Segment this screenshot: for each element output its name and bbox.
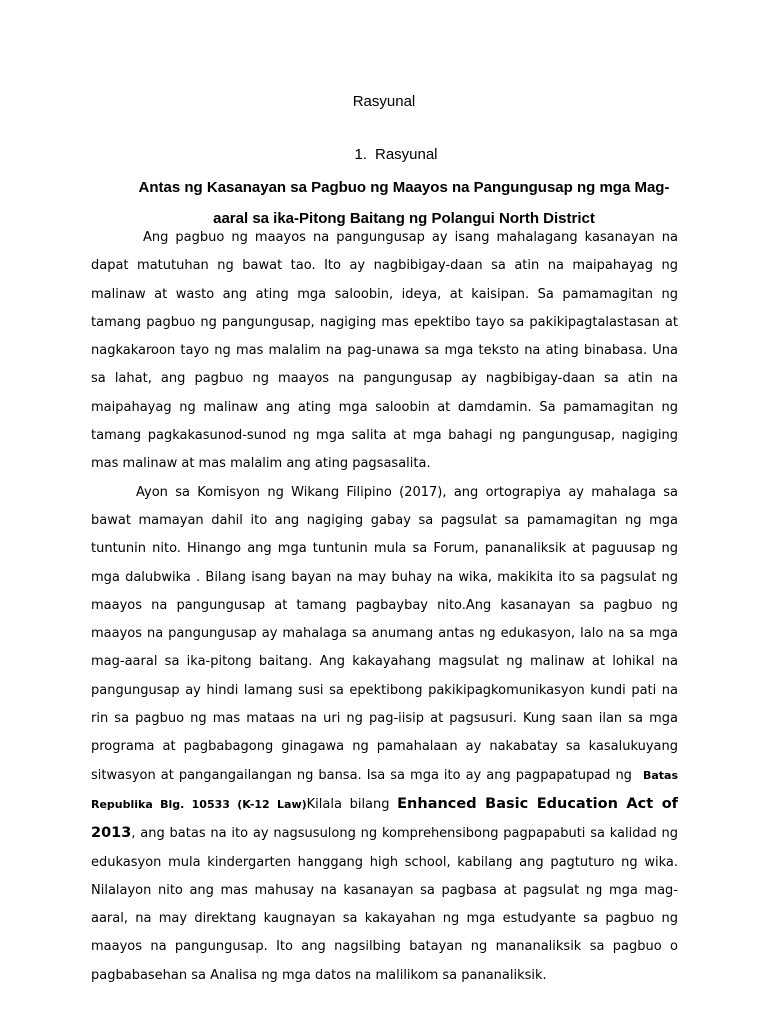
section-label: Rasyunal — [374, 146, 438, 163]
act-name: Enhanced Basic Education Act of 2013 — [91, 795, 678, 842]
paragraph-text-known-as: Kilala bilang — [306, 796, 398, 812]
law-name: Batas Republika Blg. 10533 (K-12 Law) — [91, 768, 678, 811]
paragraph-text-after: , ang batas na ito ay nagsusulong ng komprehensibong pagpapabuti sa kalidad ng edukasyon mula kindergarten hanggang high school, kabilang ang pagtuturo ng wika. Nilalayon nito ang mas mahusay na kasanayan sa pagbasa at pagsulat ng mga mag-aaral, na may direktang kaugnayan sa kakayahan ng mga estudyante sa pagbuo ng maayos na pangungusap. Ito ang nagsilbing batayan ng mananaliksik sa pagbuo o pagbabasehan sa Analisa ng mga datos na malilikom sa pananaliksik. — [91, 826, 678, 983]
paragraph-orthography — [91, 479, 678, 990]
section-number: 1. — [354, 146, 367, 163]
study-title: Antas ng Kasanayan sa Pagbuo ng Maayos na Pangungusap ng mga Mag-aaral sa ika-Pitong Baitang ng Polangui North District — [138, 179, 670, 227]
section-heading — [0, 146, 768, 163]
paragraph-intro: Ang pagbuo ng maayos na pangungusap ay isang mahalagang kasanayan na dapat matutuhan ng bawat tao. Ito ay nagbibigay-daan sa atin na maipahayag ng malinaw at wasto ang ating mga saloobin, ideya, at kaisipan. Sa pamamagitan ng tamang pagbuo ng pangungusap, nagiging mas epektibo tayo sa pakikipagtalastasan at nagkakaroon tayo ng mas malalim na pag-unawa sa mga teksto na ating binabasa. Una sa lahat, ang pagbuo ng maayos na pangungusap ay nagbibigay-daan sa atin na maipahayag ng malinaw ang ating mga saloobin at damdamin. Sa pamamagitan ng tamang pagkakasunod-sunod ng mga salita at mga bahagi ng pangungusap, nagiging mas malinaw at mas malalim ang ating pagsasalita. — [91, 230, 678, 472]
document-title: Rasyunal — [352, 93, 416, 110]
document-body — [91, 224, 678, 990]
paragraph-text-before: Ayon sa Komisyon ng Wikang Filipino (2017), ang ortograpiya ay mahalaga sa bawat mamayan dahil ito ang nagiging gabay sa pagsulat sa pamamagitan ng mga tuntunin nito. Hinango ang mga tuntunin mula sa Forum, pananaliksik at paguusap ng mga dalubwika . Bilang isang bayan na may buhay na wika, makikita ito sa pagsulat ng maayos na pangungusap at tamang pagbaybay nito.Ang kasanayan sa pagbuo ng maayos na pangungusap ay mahalaga sa anumang antas ng edukasyon, lalo na sa mga mag-aaral sa ika-pitong baitang. Ang kakayahang magsulat ng malinaw at lohikal na pangungusap ay hindi lamang susi sa epektibong pakikipagkomunikasyon kundi pati na rin sa pagbuo ng mas mataas na uri ng pag-iisip at pagsusuri. Kung saan ilan sa mga programa at pagbabagong ginagawa ng pamahalaan ay nakabatay sa kasalukuyang sitwasyon at pangangailangan ng bansa. Isa sa mga ito ay ang pagpapatupad ng — [91, 484, 678, 783]
